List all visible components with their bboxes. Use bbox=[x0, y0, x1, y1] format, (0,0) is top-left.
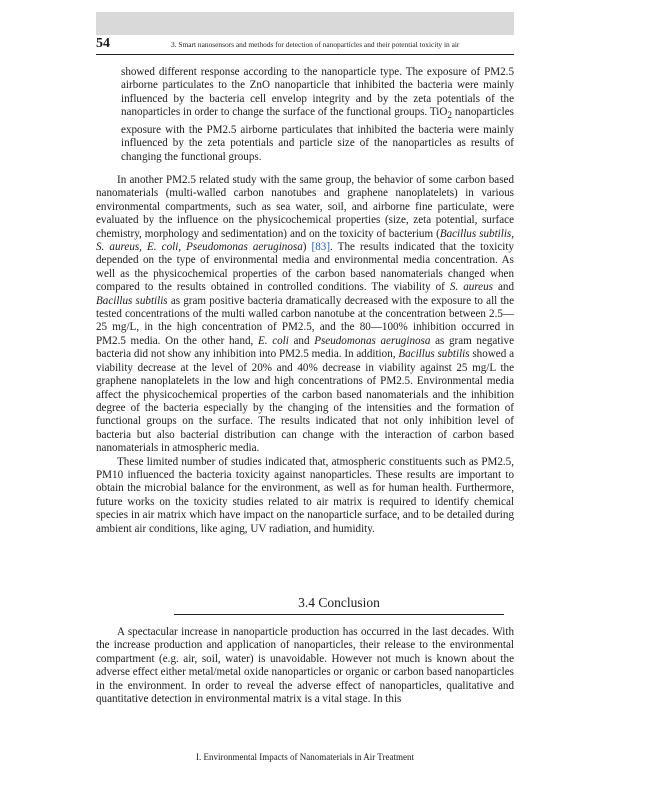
page-number: 54 bbox=[96, 36, 110, 51]
footer: I. Environmental Impacts of Nanomaterials in Air Treatment bbox=[196, 752, 414, 762]
conclusion-text bbox=[96, 626, 514, 706]
text-span: nanoparticles exposure with the PM2.5 airborne particulates that inhibited the bacteria were mainly influenced by the zeta potentials and particle size of the nanoparticles as results of changing the functional groups. bbox=[121, 106, 514, 163]
body-text bbox=[96, 174, 514, 536]
text-span: and bbox=[288, 334, 315, 347]
text-span: showed a viability decrease at the level of 20% and 40% decrease in viability against 25 mg/L the graphene nanoplatelets in the low and high concentrations of PM2.5. Environmental media affect the physicochemical properties of the carbon based nanomaterials and the inhibition degree of the bacteria especially by the changing of the intensities and the formation of functional groups on the surface. The results indicated that not only inhibition level of bacteria but also bacterial distribution can change with the interaction of carbon based nanomaterials in atmospheric media. bbox=[96, 348, 514, 455]
header-bar bbox=[96, 12, 514, 35]
text-span: . The results indicated that the toxicity depended on the type of environmental media and environmental media concentration. As well as the physicochemical properties of the carbon based nanomaterials changed when compared to the results obtained in controlled conditions. The viability of bbox=[96, 241, 515, 294]
text-span: In another PM2.5 related study with the same group, the behavior of some carbon based nanomaterials (multi-walled carbon nanotubes and graphene nanoplatelets) in various environmental compartments, such as sea water, soil, and airborne fine particulate, were evaluated by the influence on the physicochemical properties (size, zeta potential, surface chemistry, morphology and sedimentation) and on the toxicity of bacterium ( bbox=[96, 174, 514, 240]
text-span: as gram negative bacteria did not show any inhibition into PM2.5 media. In addition, bbox=[96, 334, 514, 361]
species-name: Bacillus subtilis bbox=[398, 348, 470, 361]
running-head: 3. Smart nanosensors and methods for detection of nanoparticles and their potential toxicity in air bbox=[171, 40, 460, 49]
header-rule bbox=[96, 54, 514, 55]
conclusion-paragraph: A spectacular increase in nanoparticle production has occurred in the last decades. With the increase production and application of nanoparticles, their release to the environmental compartment (e.g. air, soil, water) is unavoidable. However not much is known about the adverse effect either metal/metal oxide nanoparticles or organic or carbon based nanoparticles in the environment. In order to reveal the adverse effect of nanoparticles, qualitative and quantitative detection in environmental matrix is a vital stage. In this bbox=[96, 626, 514, 706]
paragraph-3: These limited number of studies indicated that, atmospheric constituents such as PM2.5, PM10 influenced the bacteria toxicity against nanoparticles. These results are important to obtain the microbial balance for the environment, as well as for human health. Furthermore, future works on the toxicity studies related to air matrix is required to identify chemical species in air matrix which have impact on the nanoparticle surface, and to be detailed during ambient air conditions, like aging, UV radiation, and humidity. bbox=[96, 455, 514, 535]
species-name: E. coli bbox=[257, 334, 289, 347]
section-rule bbox=[174, 614, 504, 615]
paragraph-2 bbox=[96, 174, 514, 456]
section-heading: 3.4 Conclusion bbox=[298, 595, 380, 610]
text-span: showed different response according to the nanoparticle type. The exposure of PM2.5 airborne particulates to the ZnO nanoparticle that inhibited the bacteria were mainly influenced by the bacteria cell envelop integrity and by the zeta potentials of the nanoparticles in order to change the surface of the functional groups. TiO bbox=[121, 66, 514, 119]
indented-paragraph bbox=[121, 66, 514, 164]
text-span: as gram positive bacteria dramatically decreased with the exposure to all the tested concentrations of the multi walled carbon nanotube at the concentration between 2.5—25 mg/L, in the high concentration of PM2.5, and the 80—100% inhibition occurred in PM2.5 media. On the other hand, bbox=[96, 294, 514, 347]
text-span: and bbox=[492, 281, 514, 294]
species-name: Bacillus subtilis bbox=[96, 294, 168, 307]
text-span: ) bbox=[302, 241, 312, 254]
species-name: Bacillus subtilis, S. aureus, E. coli, Pseudomonas aeruginosa bbox=[96, 227, 514, 254]
subscript: 2 bbox=[447, 111, 452, 122]
species-name: S. aureus bbox=[449, 281, 493, 294]
citation-link[interactable]: [83] bbox=[311, 241, 331, 254]
species-name: Pseudomonas aeruginosa bbox=[314, 334, 431, 347]
